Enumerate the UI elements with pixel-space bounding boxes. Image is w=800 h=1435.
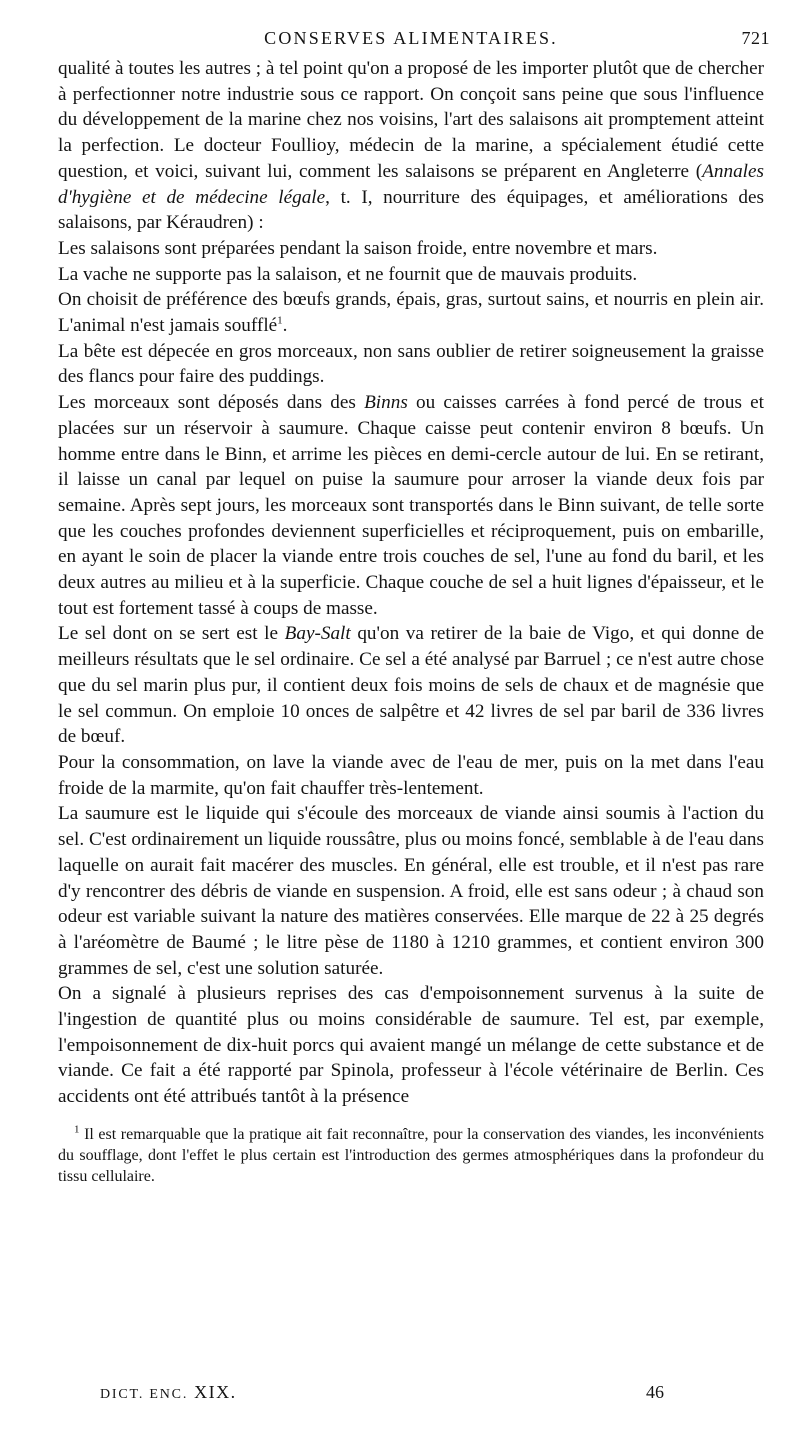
paragraph-text: . [282,315,288,337]
paragraph [58,750,764,801]
paragraph-text: qu'on va retirer de la baie de Vigo, et qui donne de meilleurs résultats que le sel ordinaire. Ce sel a été analysé par Barruel ; ce n'est autre chose que du sel marin plus pur, il contient deux fois moins de sels de chaux et de magnésie que le sel commun. On emploie 10 onces de salpêtre et 42 livres de sel par baril de 336 livres de bœuf. [58,623,764,748]
footnotes [58,1124,764,1187]
paragraph [58,390,764,621]
paragraph [58,981,764,1110]
signature-abbrev: DICT. ENC. [100,1387,189,1402]
running-head-title: CONSERVES ALIMENTAIRES. [264,28,558,48]
signature-left [100,1382,237,1403]
paragraph-text: On choisit de préférence des bœufs grands, épais, gras, surtout sains, et nourris en plein air. L'animal n'est jamais soufflé [58,289,764,337]
paragraph-text: Les morceaux sont déposés dans des [58,392,365,414]
footnote-text: Il est remarquable que la pratique ait fait reconnaître, pour la conservation des viandes, les inconvénients du soufflage, dont l'effet le plus certain est l'introduction des germes atmosphériques dans la profondeur du tissu cellulaire. [58,1125,764,1185]
paragraph [58,801,764,981]
signature-volume: XIX. [194,1382,237,1402]
paragraph-text: Pour la consommation, on lave la viande avec de l'eau de mer, puis on la met dans l'eau froide de la marmite, qu'on fait chauffer très-lentement. [58,751,764,799]
italic-term: Binns [364,392,408,414]
signature-line [58,1382,764,1412]
footnote-mark: 1 [74,1123,80,1136]
footnote [58,1124,764,1187]
page-number: 721 [741,28,770,48]
paragraph-text: La vache ne supporte pas la salaison, et ne fournit que de mauvais produits. [58,263,638,285]
paragraph [58,56,764,236]
paragraph [58,621,764,750]
paragraph [58,236,764,262]
signature-number: 46 [646,1382,664,1402]
paragraph-text: Le sel dont on se sert est le [58,623,285,645]
paragraph [58,287,764,338]
paragraph-text: La saumure est le liquide qui s'écoule des morceaux de viande ainsi soumis à l'action du sel. C'est ordinairement un liquide roussâtre, plus ou moins foncé, semblable à de l'eau dans laquelle on aurait fait macérer des muscles. En général, elle est trouble, et il n'est pas rare d'y rencontrer des débris de viande en suspension. A froid, elle est sans odeur ; à chaud son odeur est variable suivant la nature des matières conservées. Elle marque de 22 à 25 degrés à l'aréomètre de Baumé ; le litre pèse de 1180 à 1210 grammes, et contient environ 300 grammes de sel, c'est une solution saturée. [58,803,764,979]
citation-title: Annales d'hygiène et de médecine légale [58,160,764,208]
paragraph [58,339,764,390]
paragraph-text: On a signalé à plusieurs reprises des cas d'empoisonnement survenus à la suite de l'ingestion de quantité plus ou moins considérable de saumure. Tel est, par exemple, l'empoisonnement de dix-huit porcs qui avaient mangé un mélange de cette substance et de viande. Ce fait a été rapporté par Spinola, professeur à l'école vétérinaire de Berlin. Ces accidents ont été attribués tantôt à la présence [58,983,764,1108]
paragraph-text: ou caisses carrées à fond percé de trous et placées sur un réservoir à saumure. Chaque caisse peut contenir environ 8 bœufs. Un homme entre dans le Binn, et arrime les pièces en demi-cercle autour de lui. En se retirant, il laisse un canal par lequel on puise la saumure pour arroser la viande deux fois par semaine. Après sept jours, les morceaux sont transportés dans le Binn suivant, de telle sorte que les couches profondes deviennent superficielles et réciproquement, puis on embarille, en ayant le soin de placer la viande entre trois couches de sel, l'une au fond du baril, et les deux autres au milieu et à la superficie. Chaque couche de sel a huit lignes d'épaisseur, et le tout est fortement tassé à coups de masse. [58,392,764,619]
paragraph [58,262,764,288]
body-text [58,56,764,1110]
footnote-reference: 1 [277,314,283,327]
paragraph-text: , t. I, nourriture des équipages, et améliorations des salaisons, par Kéraudren) : [58,186,765,234]
running-head [58,28,770,54]
paragraph-text: Les salaisons sont préparées pendant la saison froide, entre novembre et mars. [58,237,658,259]
paragraph-text: qualité à toutes les autres ; à tel point qu'on a proposé de les importer plutôt que de chercher à perfectionner notre industrie sous ce rapport. On conçoit sans peine que sous l'influence du développement de la marine chez nos voisins, l'art des salaisons ait promptement atteint la perfection. Le docteur Foullioy, médecin de la marine, a spécialement étudié cette question, et voici, suivant lui, comment les salaisons se préparent en Angleterre ( [58,58,764,182]
page [58,28,770,1187]
paragraph-text: La bête est dépecée en gros morceaux, non sans oublier de retirer soigneusement la graisse des flancs pour faire des puddings. [58,340,764,388]
italic-term: Bay-Salt [284,623,351,645]
